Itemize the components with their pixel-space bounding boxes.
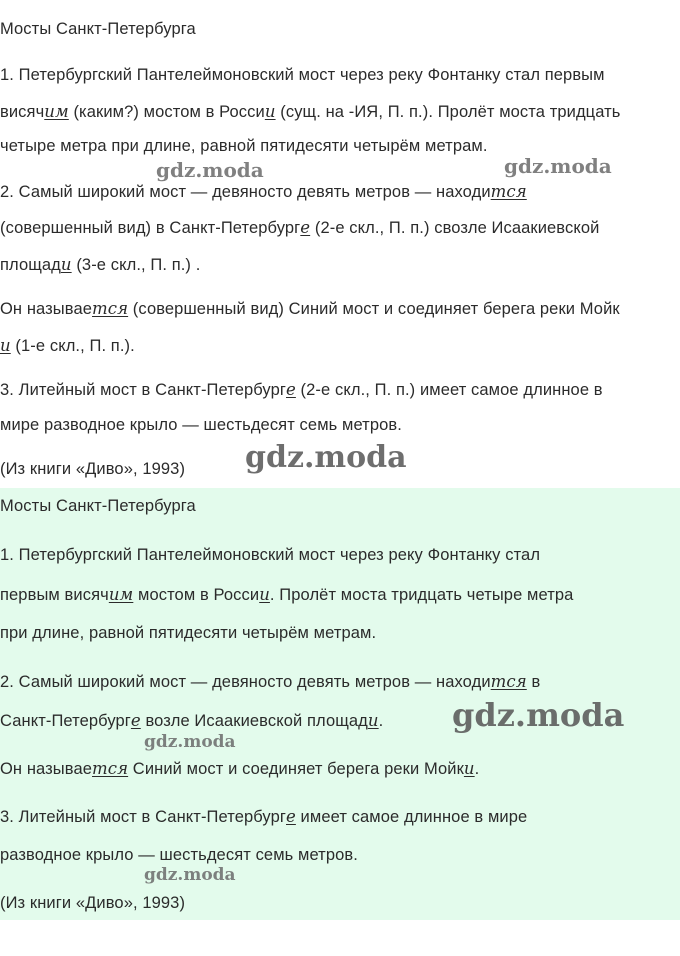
answer-p4-line1: 3. Литейный мост в Санкт-Петербурге имеет самое длинное в мире [0,807,528,826]
answer-p1-line2: первым висячим мостом в России. Пролёт моста тридцать четыре метра [0,585,574,604]
watermark: gdz.moda [156,158,264,182]
watermark: gdz.moda [245,440,407,475]
watermark: gdz.moda [144,732,236,752]
task-p2-line3: площади (3-е скл., П. п.) . [0,255,201,274]
task-p4-line1: 3. Литейный мост в Санкт-Петербурге (2-е скл., П. п.) имеет самое длинное в [0,380,603,399]
answer-p2-line1: 2. Самый широкий мост — девяносто девять метров — находится в [0,672,541,691]
answer-p2-line2: Санкт-Петербурге возле Исаакиевской площади. [0,711,384,730]
task-p4-line2: мире разводное крыло — шестьдесят семь метров. [0,416,402,434]
task-p1-line3: четыре метра при длине, равной пятидесяти четырём метрам. [0,137,488,155]
task-p3-line1: Он называется (совершенный вид) Синий мост и соединяет берега реки Мойк [0,299,620,318]
task-p2-line1: 2. Самый широкий мост — девяносто девять метров — находится [0,182,527,201]
task-p1-line2: висячим (каким?) мостом в России (сущ. на -ИЯ, П. п.). Пролёт моста тридцать [0,102,621,121]
task-title: Мосты Санкт-Петербурга [0,20,196,38]
answer-p4-line2: разводное крыло — шестьдесят семь метров. [0,846,358,864]
watermark: gdz.moda [144,865,236,885]
task-p3-line2: и (1-е скл., П. п.). [0,336,135,355]
watermark: gdz.moda [452,696,625,734]
answer-p1-line3: при длине, равной пятидесяти четырём метрам. [0,624,377,642]
task-p2-line2: (совершенный вид) в Санкт-Петербурге (2-е скл., П. п.) свозле Исаакиевской [0,218,600,237]
answer-p1-line1: 1. Петербургский Пантелеймоновский мост через реку Фонтанку стал [0,546,541,564]
answer-title: Мосты Санкт-Петербурга [0,497,196,515]
watermark: gdz.moda [504,154,612,178]
answer-source: (Из книги «Диво», 1993) [0,894,186,912]
task-p1-line1: 1. Петербургский Пантелеймоновский мост через реку Фонтанку стал первым [0,66,605,84]
answer-p3-line1: Он называется Синий мост и соединяет берега реки Мойки. [0,759,480,778]
task-source: (Из книги «Диво», 1993) [0,460,186,478]
